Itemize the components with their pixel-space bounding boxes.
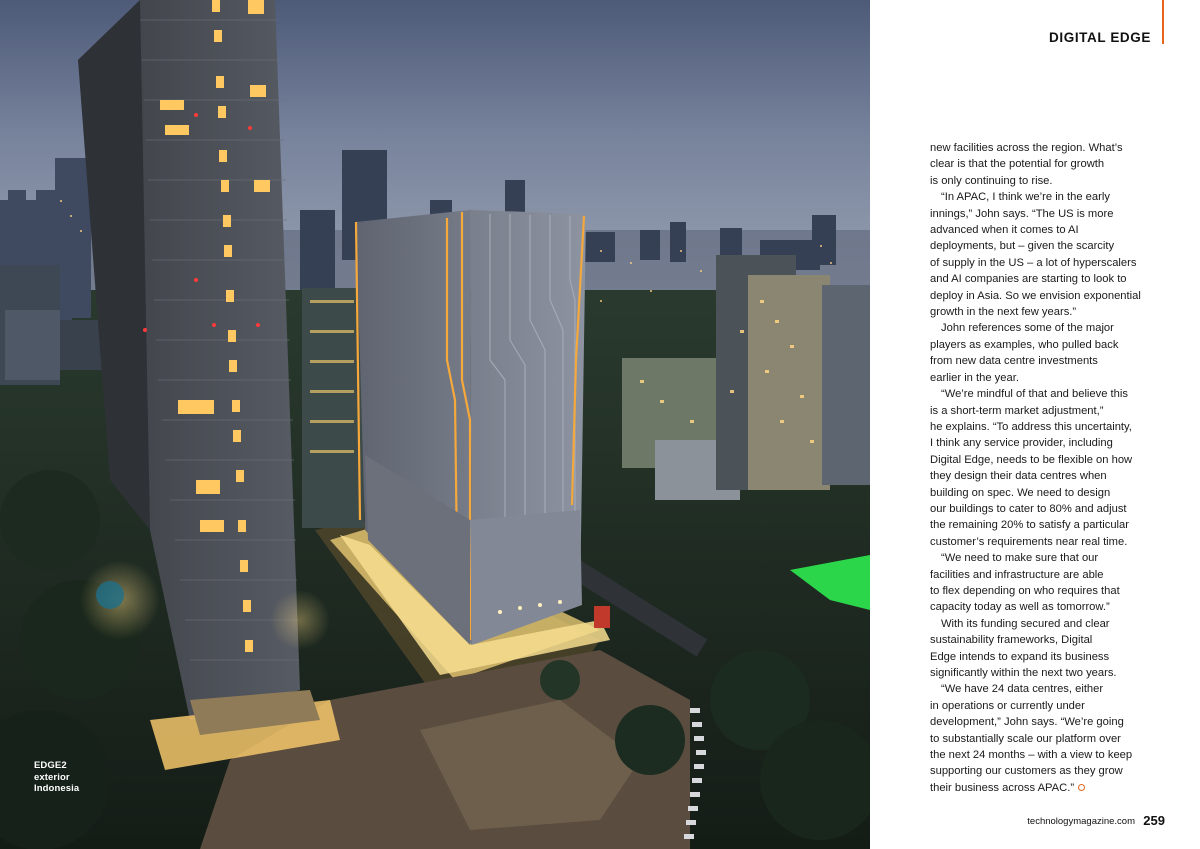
section-title: DIGITAL EDGE (1049, 30, 1151, 45)
accent-rule (1162, 0, 1164, 44)
article-paragraph: John references some of the major players as examples, who pulled back from new data centre investments earlier in the year. (930, 322, 1119, 384)
article-paragraph: “In APAC, I think we’re in the early innings,” John says. “The US is more advanced when it comes to AI deployments, but – given the scarcity of supply in the US – a lot of hyperscalers and AI companies are starting to look to deploy in Asia. So we envision exponential growth in the next few years.” (930, 191, 1141, 319)
caption-line: exterior (34, 771, 70, 783)
article-paragraph-last (930, 681, 1170, 796)
caption-line: EDGE2 (34, 760, 67, 771)
article-body (930, 140, 1170, 796)
article-paragraph: With its funding secured and clear sustainability frameworks, Digital Edge intends to expand its business significantly within the next two years. (930, 617, 1117, 679)
article-paragraph: new facilities across the region. What’s clear is that the potential for growth is only continuing to rise. (930, 142, 1123, 187)
end-of-article-icon (1078, 784, 1085, 791)
caption-line: Indonesia (34, 783, 80, 794)
footer-website: technologymagazine.com (1027, 816, 1135, 827)
photo-caption (34, 760, 154, 795)
page-number: 259 (1143, 813, 1165, 828)
article-paragraph-text: “We have 24 data centres, either in operations or currently under development,” John says. “We’re going to substantially scale our platform over the next 24 months – with a view to keep supporting our customers as they grow their business across APAC.” (930, 683, 1133, 794)
article-paragraph: “We’re mindful of that and believe this is a short-term market adjustment,” he explains. “To address this uncertainty, I think any service provider, including Digital Edge, needs to be flexible on how they design their data centres when building on spec. We need to design our buildings to cater to 80% and adjust the remaining 20% to satisfy a particular customer’s requirements near real time. (930, 388, 1133, 548)
article-paragraph: “We need to make sure that our facilities and infrastructure are able to flex depending on who requires that capacity today as well as tomorrow.” (930, 552, 1120, 614)
